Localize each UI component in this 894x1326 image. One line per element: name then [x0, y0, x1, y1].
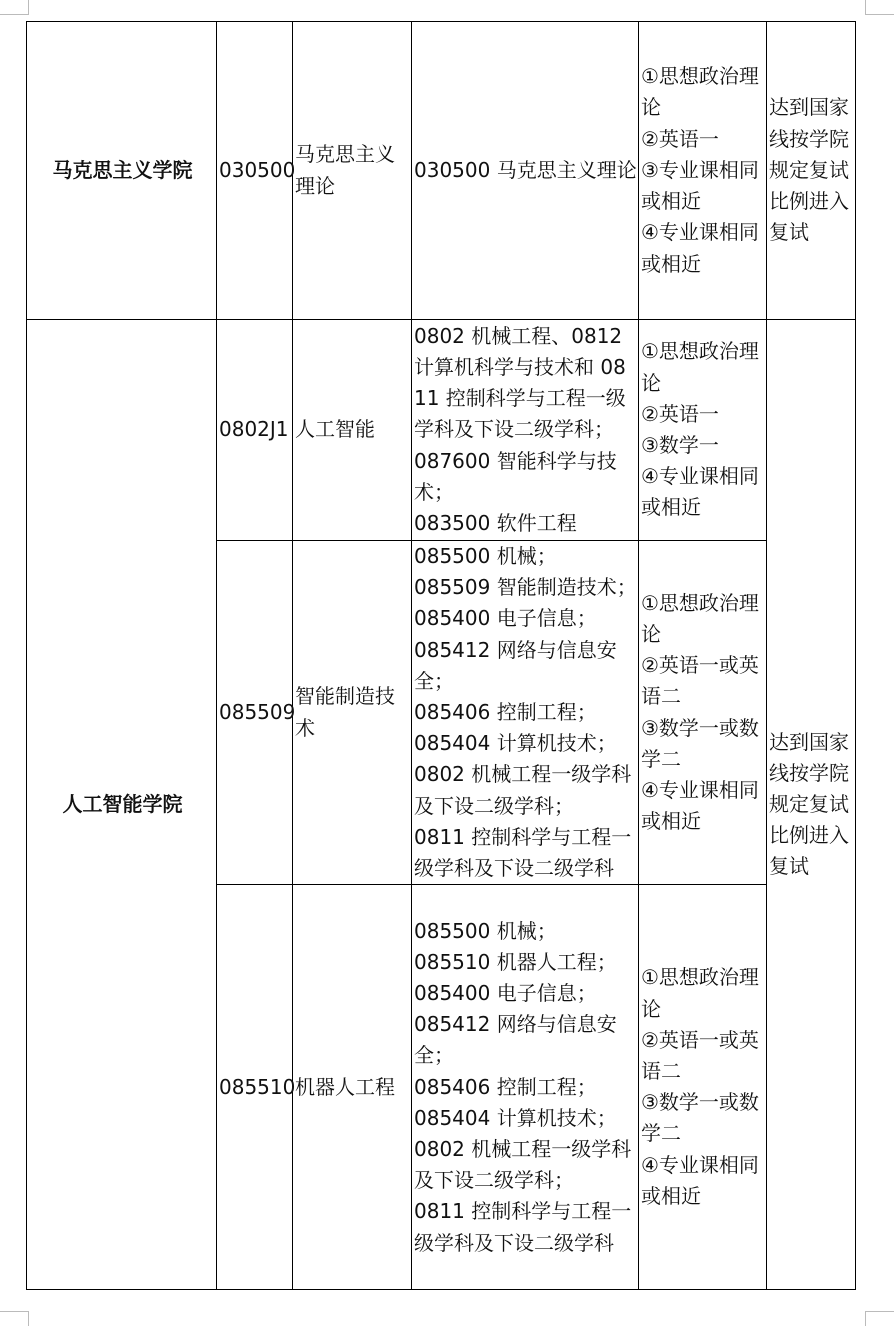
exam-subject-item: ④专业课相同或相近 — [641, 220, 759, 276]
same-or-similar-item: 030500 马克思主义理论 — [414, 157, 637, 182]
exam-subjects — [639, 22, 767, 320]
same-or-similar-item: 085509 智能制造技术； — [414, 575, 637, 600]
same-or-similar-item: 085404 计算机技术； — [414, 731, 617, 756]
same-or-similar-item: 085412 网络与信息安全； — [414, 1012, 617, 1068]
page-corner-mark-top-left — [0, 0, 29, 15]
exam-subject-item: ④专业课相同或相近 — [641, 778, 759, 834]
major-name: 人工智能 — [293, 320, 412, 541]
same-or-similar-item: 085500 机械； — [414, 544, 557, 568]
page-corner-mark-bottom-left — [0, 1311, 29, 1326]
major-name: 机器人工程 — [293, 885, 412, 1290]
exam-subjects — [639, 885, 767, 1290]
exam-subject-item: ②英语一或英语二 — [641, 1027, 759, 1084]
admission-requirements-table — [26, 21, 856, 1290]
admission-requirement: 达到国家线按学院规定复试比例进入复试 — [767, 22, 856, 320]
same-or-similar-item: 085500 机械； — [414, 918, 557, 943]
admission-requirement: 达到国家线按学院规定复试比例进入复试 — [767, 320, 856, 1290]
exam-subject-item: ①思想政治理论 — [641, 339, 759, 395]
same-or-similar-item: 085406 控制工程； — [414, 1074, 597, 1099]
same-or-similar-item: 0811 控制科学与工程一级学科及下设二级学科 — [414, 1199, 632, 1255]
same-or-similar-item: 085412 网络与信息安全； — [414, 637, 617, 693]
same-or-similar-item: 085404 计算机技术； — [414, 1105, 617, 1130]
page-corner-mark-bottom-right — [865, 1311, 894, 1326]
exam-subjects — [639, 320, 767, 541]
same-or-similar-item: 083500 软件工程 — [414, 511, 577, 535]
table-row — [27, 320, 856, 541]
major-code: 030500 — [217, 22, 293, 320]
major-name: 智能制造技术 — [293, 541, 412, 885]
same-or-similar-item: 085406 控制工程； — [414, 700, 597, 725]
exam-subject-item: ④专业课相同或相近 — [641, 464, 759, 520]
same-or-similar-item: 085400 电子信息； — [414, 981, 597, 1006]
college-name: 人工智能学院 — [27, 320, 217, 1290]
same-or-similar-item: 0802 机械工程、0812 计算机科学与技术和 0811 控制科学与工程一级学科及下设二级学科； — [414, 323, 626, 442]
exam-subjects — [639, 541, 767, 885]
exam-subject-item: ②英语一或英语二 — [641, 653, 759, 709]
same-or-similar-item: 085400 电子信息； — [414, 606, 597, 631]
same-or-similar-item: 0811 控制科学与工程一级学科及下设二级学科 — [414, 824, 632, 881]
same-or-similar-majors — [412, 22, 639, 320]
same-or-similar-item: 087600 智能科学与技术； — [414, 448, 617, 504]
major-name: 马克思主义理论 — [293, 22, 412, 320]
same-or-similar-item: 085510 机器人工程； — [414, 949, 617, 974]
exam-subject-item: ②英语一 — [641, 126, 719, 151]
college-name: 马克思主义学院 — [27, 22, 217, 320]
same-or-similar-majors — [412, 885, 639, 1290]
exam-subject-item: ③数学一或数学二 — [641, 715, 759, 771]
same-or-similar-majors — [412, 320, 639, 541]
same-or-similar-item: 0802 机械工程一级学科及下设二级学科； — [414, 762, 632, 818]
exam-subject-item: ②英语一 — [641, 401, 719, 426]
major-code: 085509 — [217, 541, 293, 885]
major-code: 0802J1 — [217, 320, 293, 541]
exam-subject-item: ①思想政治理论 — [641, 965, 759, 1021]
exam-subject-item: ③数学一或数学二 — [641, 1090, 759, 1146]
exam-subject-item: ①思想政治理论 — [641, 590, 759, 646]
exam-subject-item: ④专业课相同或相近 — [641, 1152, 759, 1208]
same-or-similar-item: 0802 机械工程一级学科及下设二级学科； — [414, 1137, 632, 1193]
table-row — [27, 22, 856, 320]
exam-subject-item: ①思想政治理论 — [641, 64, 759, 120]
same-or-similar-majors — [412, 541, 639, 885]
major-code: 085510 — [217, 885, 293, 1290]
exam-subject-item: ③专业课相同或相近 — [641, 157, 759, 214]
page-corner-mark-top-right — [865, 0, 894, 15]
exam-subject-item: ③数学一 — [641, 433, 719, 457]
